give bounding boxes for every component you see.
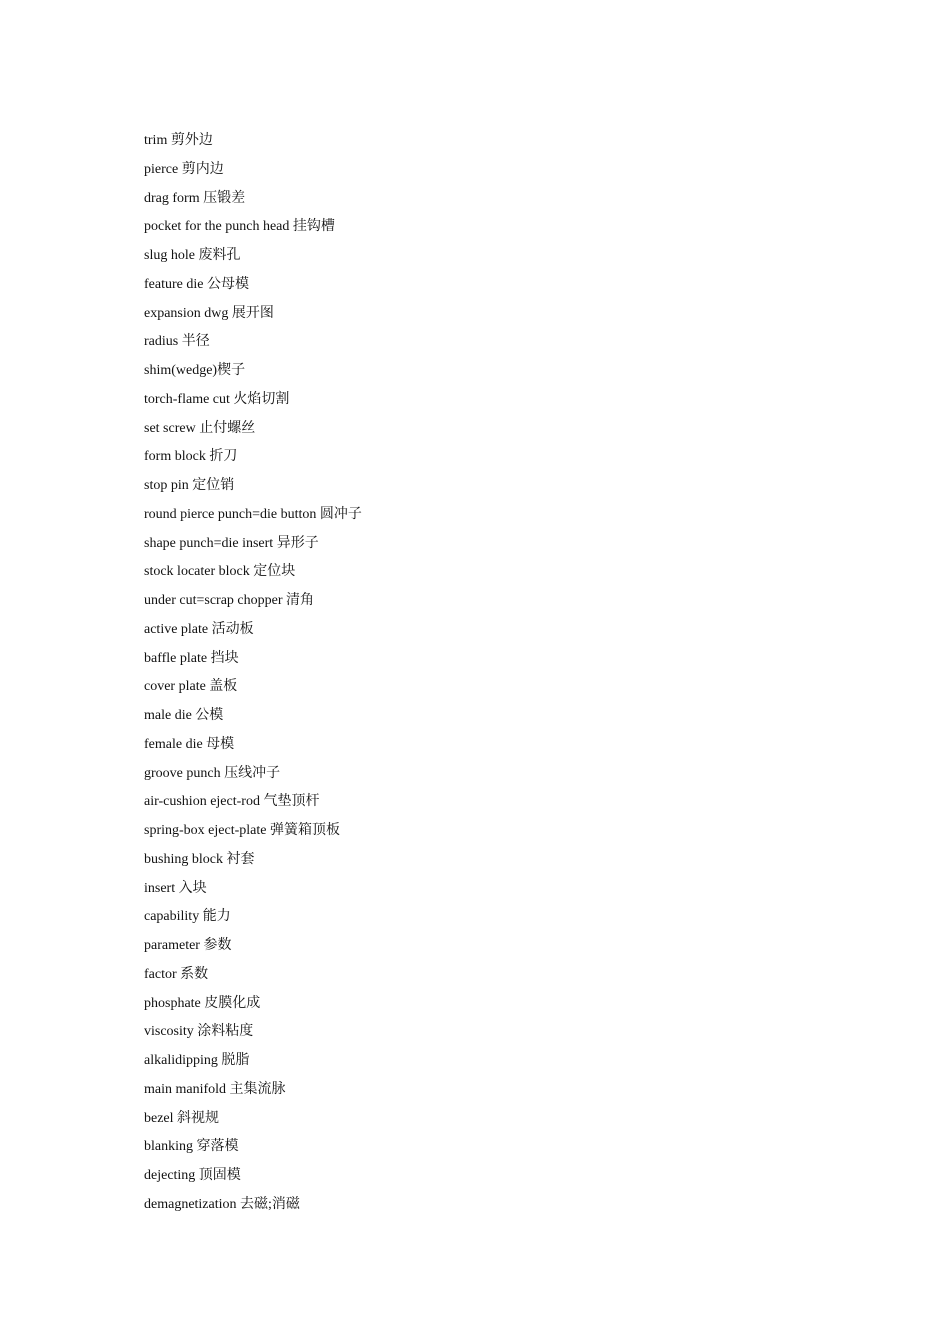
glossary-entry: air-cushion eject-rod 气垫顶杆 xyxy=(144,794,320,810)
glossary-entry: feature die 公母模 xyxy=(144,276,249,292)
glossary-entry: phosphate 皮膜化成 xyxy=(144,995,261,1011)
glossary-entry: trim 剪外边 xyxy=(144,133,213,148)
glossary-entry: expansion dwg 展开图 xyxy=(144,305,274,321)
glossary-entry: round pierce punch=die button 圆冲子 xyxy=(144,506,362,522)
glossary-entry: slug hole 废料孔 xyxy=(144,248,241,263)
glossary-entry: shim(wedge)楔子 xyxy=(144,363,246,378)
glossary-entry: cover plate 盖板 xyxy=(144,679,238,695)
glossary-entry: viscosity 涂料粘度 xyxy=(144,1024,254,1040)
glossary-entry: bezel 斜视规 xyxy=(144,1110,220,1126)
glossary-entry: factor 系数 xyxy=(144,966,209,982)
glossary-entry: set screw 止付螺丝 xyxy=(144,420,256,436)
glossary-entry: parameter 参数 xyxy=(144,938,232,953)
glossary-entry: under cut=scrap chopper 清角 xyxy=(144,593,315,608)
glossary-entry: stock locater block 定位块 xyxy=(144,564,296,580)
glossary-entry: spring-box eject-plate 弹簧箱顶板 xyxy=(144,823,340,838)
glossary-entry: drag form 压锻差 xyxy=(144,190,246,206)
glossary-entry: form block 折刀 xyxy=(144,449,238,465)
glossary-entry: blanking 穿落模 xyxy=(144,1139,239,1155)
glossary-list xyxy=(144,129,362,1222)
glossary-entry: radius 半径 xyxy=(144,334,210,350)
glossary-entry: demagnetization 去磁;消磁 xyxy=(144,1196,300,1212)
glossary-entry: pocket for the punch head 挂钩槽 xyxy=(144,219,335,235)
glossary-entry: shape punch=die insert 异形子 xyxy=(144,535,319,551)
glossary-entry: main manifold 主集流脉 xyxy=(144,1081,286,1097)
glossary-entry: active plate 活动板 xyxy=(144,621,254,637)
glossary-entry: stop pin 定位销 xyxy=(144,478,235,493)
glossary-entry: capability 能力 xyxy=(144,909,231,925)
glossary-entry: male die 公模 xyxy=(144,708,224,723)
glossary-entry: insert 入块 xyxy=(144,880,207,896)
glossary-entry: torch-flame cut 火焰切割 xyxy=(144,391,290,407)
glossary-entry: alkalidipping 脱脂 xyxy=(144,1053,250,1068)
glossary-entry: bushing block 衬套 xyxy=(144,851,255,867)
glossary-entry: pierce 剪内边 xyxy=(144,161,224,177)
glossary-entry: dejecting 顶固模 xyxy=(144,1168,241,1183)
glossary-entry: female die 母模 xyxy=(144,736,235,752)
glossary-entry: baffle plate 挡块 xyxy=(144,650,239,666)
glossary-entry: groove punch 压线冲子 xyxy=(144,765,281,781)
